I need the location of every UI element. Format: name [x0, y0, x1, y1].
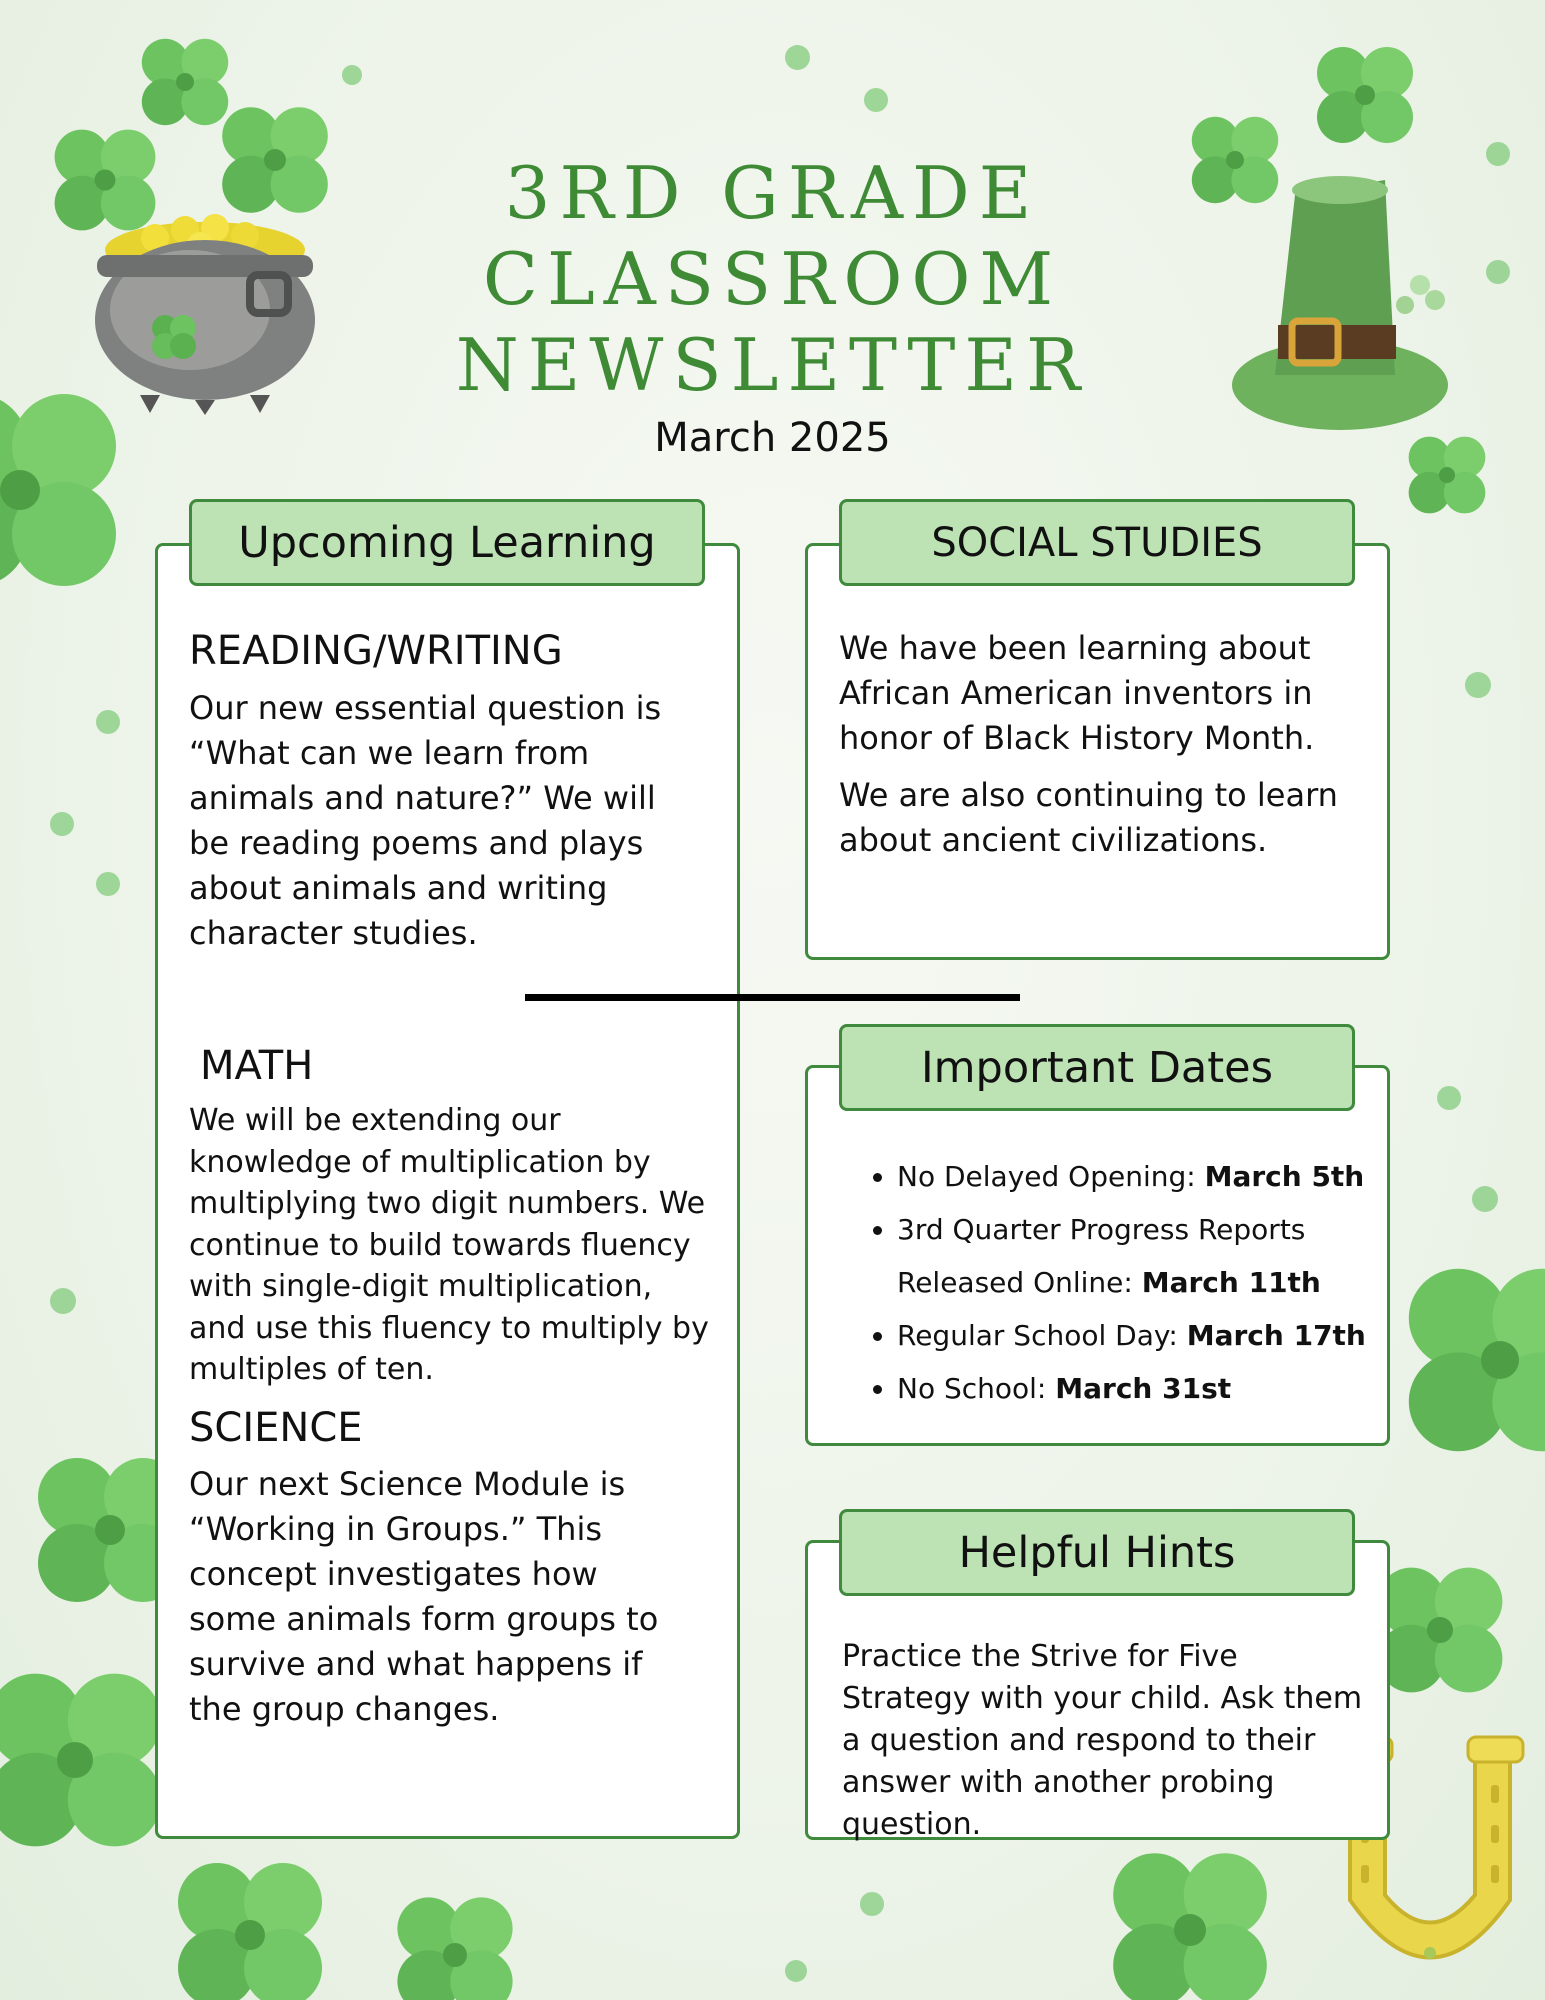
text-line: the group changes.: [189, 1690, 500, 1728]
clover-icon: [397, 1897, 512, 2000]
list-item: • No Delayed Opening: March 5th: [897, 1150, 1417, 1203]
clover-icon: [142, 39, 228, 125]
list-item: • Regular School Day: March 17th: [897, 1309, 1417, 1362]
text-line: “Working in Groups.” This: [189, 1510, 603, 1548]
clover-icon: [1113, 1853, 1267, 2000]
reading-writing-heading: READING/WRITING: [189, 628, 563, 674]
important-dates-tag: Important Dates: [839, 1024, 1355, 1111]
social-studies-tag: SOCIAL STUDIES: [839, 499, 1355, 586]
text-line: We are also continuing to learn: [839, 776, 1338, 814]
upcoming-learning-tag: Upcoming Learning: [189, 499, 705, 586]
text-line: about ancient civilizations.: [839, 821, 1268, 859]
text-line: with single-digit multiplication,: [189, 1269, 653, 1304]
section-divider: [525, 994, 1020, 1001]
text-line: concept investigates how: [189, 1555, 598, 1593]
text-line: Strategy with your child. Ask them: [842, 1681, 1363, 1716]
reading-writing-text: [189, 686, 661, 956]
text-line: knowledge of multiplication by: [189, 1144, 651, 1180]
text-line: Practice the Strive for Five: [842, 1639, 1238, 1674]
text-line: Our new essential question is: [189, 689, 662, 727]
clover-icon: [1317, 47, 1413, 143]
clover-icon: [1409, 1269, 1545, 1451]
text-line: survive and what happens if: [189, 1645, 643, 1683]
text-line: be reading poems and plays: [189, 824, 644, 862]
title-line: CLASSROOM: [482, 237, 1063, 321]
clover-icon: [178, 1863, 322, 2000]
newsletter-date: March 2025: [654, 415, 891, 461]
text-line: multiples of ten.: [189, 1352, 434, 1387]
text-line: answer with another probing: [842, 1765, 1275, 1800]
text-line: “What can we learn from: [189, 734, 590, 772]
text-line: We will be extending our: [189, 1103, 561, 1138]
text-line: multiplying two digit numbers. We: [189, 1186, 706, 1221]
text-line: continue to build towards fluency: [189, 1227, 691, 1263]
text-line: some animals form groups to: [189, 1600, 659, 1638]
text-line: and use this fluency to multiply by: [189, 1310, 709, 1346]
helpful-hints-tag: Helpful Hints: [839, 1509, 1355, 1596]
clover-icon: [0, 1674, 161, 1847]
math-heading: MATH: [200, 1043, 314, 1089]
list-item: • No School: March 31st: [897, 1362, 1417, 1415]
list-item: • 3rd Quarter Progress Reports Released Online: March 11th: [897, 1203, 1417, 1309]
science-text: [189, 1462, 658, 1732]
helpful-hints-text: [842, 1636, 1367, 1846]
text-line: about animals and writing: [189, 869, 608, 907]
text-line: Our next Science Module is: [189, 1465, 626, 1503]
text-line: character studies.: [189, 914, 478, 952]
clover-icon: [1378, 1568, 1503, 1693]
title-line: 3RD GRADE: [504, 151, 1041, 235]
text-line: animals and nature?” We will: [189, 779, 656, 817]
text-line: a question and respond to their: [842, 1723, 1316, 1758]
text-line: honor of Black History Month.: [839, 719, 1315, 757]
math-text: [189, 1100, 709, 1391]
text-line: question.: [842, 1807, 982, 1842]
page-title: [0, 150, 1545, 408]
text-line: We have been learning about: [839, 629, 1311, 667]
important-dates-list: [835, 1150, 1417, 1415]
text-line: African American inventors in: [839, 674, 1313, 712]
social-studies-text: [839, 626, 1338, 863]
title-line: NEWSLETTER: [455, 323, 1090, 407]
science-heading: SCIENCE: [189, 1405, 363, 1451]
